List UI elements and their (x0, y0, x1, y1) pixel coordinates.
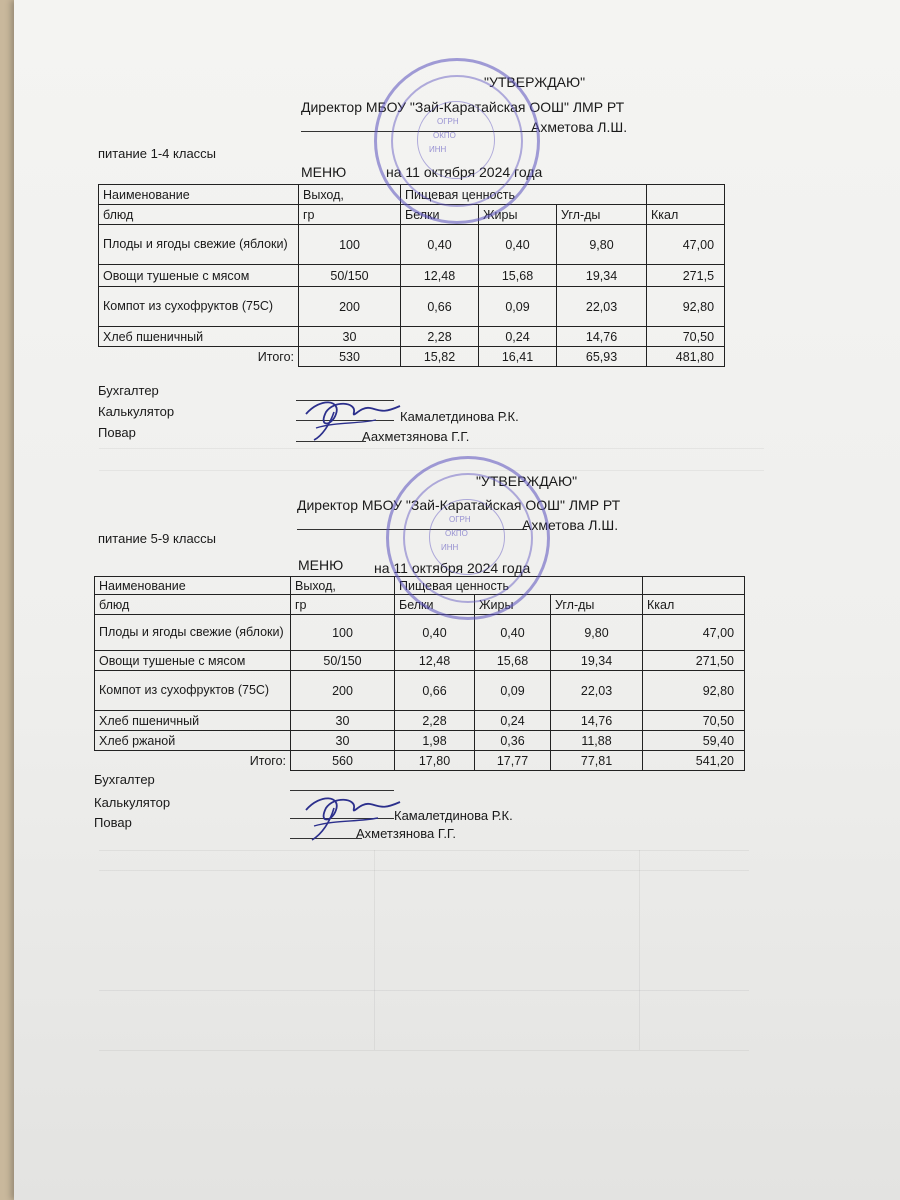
header-kcal: Ккал (647, 205, 725, 225)
dish-fats: 15,68 (475, 651, 551, 671)
cook-label: Повар (94, 815, 132, 830)
dish-carbs: 14,76 (557, 327, 647, 347)
dish-carbs: 14,76 (551, 711, 643, 731)
header-grams: гр (299, 205, 401, 225)
calculator-label: Калькулятор (94, 795, 171, 810)
dish-fats: 0,40 (479, 225, 557, 265)
dish-proteins: 12,48 (395, 651, 475, 671)
paper-sheet (14, 0, 900, 1200)
round-seal-stamp: ОГРН ОКПО ИНН (386, 456, 550, 620)
dish-name: Овощи тушеные с мясом (95, 651, 291, 671)
header-empty (647, 185, 725, 205)
total-label: Итого: (95, 751, 291, 771)
total-output: 530 (299, 347, 401, 367)
dish-kcal: 47,00 (643, 615, 745, 651)
table-row (95, 711, 745, 731)
ghost-line (99, 870, 749, 871)
cook-label: Повар (98, 425, 136, 440)
header-proteins: Белки (395, 595, 475, 615)
header-carbs: Угл-ды (557, 205, 647, 225)
dish-output: 30 (299, 327, 401, 347)
table-row (95, 651, 745, 671)
table-row (95, 615, 745, 651)
dish-output: 50/150 (299, 265, 401, 287)
handwritten-signature (296, 788, 406, 844)
ghost-line (99, 990, 749, 991)
header-output: Выход, (291, 577, 395, 595)
table-row (99, 327, 725, 347)
ghost-line (639, 850, 640, 1050)
approve-title: "УТВЕРЖДАЮ" (476, 473, 578, 489)
dish-kcal: 59,40 (643, 731, 745, 751)
total-fats: 17,77 (475, 751, 551, 771)
dish-output: 100 (299, 225, 401, 265)
header-grams: гр (291, 595, 395, 615)
total-output: 560 (291, 751, 395, 771)
header-dishes: блюд (99, 205, 299, 225)
calculator-name: Камалетдинова Р.К. (394, 808, 513, 823)
cook-name: Аахметзянова Г.Г. (362, 429, 470, 444)
dish-name: Плоды и ягоды свежие (яблоки) (95, 615, 291, 651)
menu-label: МЕНЮ (298, 557, 344, 573)
dish-kcal: 47,00 (647, 225, 725, 265)
dish-output: 30 (291, 711, 395, 731)
header-empty (643, 577, 745, 595)
menu-label: МЕНЮ (301, 164, 347, 180)
total-fats: 16,41 (479, 347, 557, 367)
total-carbs: 77,81 (551, 751, 643, 771)
table-row (99, 225, 725, 265)
dish-carbs: 19,34 (551, 651, 643, 671)
dish-kcal: 271,5 (647, 265, 725, 287)
dish-kcal: 271,50 (643, 651, 745, 671)
header-kcal: Ккал (643, 595, 745, 615)
header-proteins: Белки (401, 205, 479, 225)
ghost-line (99, 850, 749, 851)
menu-table-2 (94, 576, 745, 771)
total-carbs: 65,93 (557, 347, 647, 367)
class-group: питание 5-9 классы (98, 531, 217, 546)
dish-name: Овощи тушеные с мясом (99, 265, 299, 287)
table-row (95, 671, 745, 711)
table-row (99, 265, 725, 287)
header-nutrition: Пищевая ценность (395, 577, 551, 595)
dish-proteins: 2,28 (395, 711, 475, 731)
header-nutrition: Пищевая ценность (401, 185, 557, 205)
calculator-label: Калькулятор (98, 404, 175, 419)
header-name: Наименование (95, 577, 291, 595)
dish-output: 100 (291, 615, 395, 651)
dish-carbs: 22,03 (557, 287, 647, 327)
menu-date: на 11 октября 2024 года (386, 164, 543, 180)
dish-fats: 0,24 (475, 711, 551, 731)
dish-name: Компот из сухофруктов (75С) (95, 671, 291, 711)
dish-name: Плоды и ягоды свежие (яблоки) (99, 225, 299, 265)
table-row (95, 731, 745, 751)
approve-title: "УТВЕРЖДАЮ" (484, 74, 586, 90)
dish-fats: 0,09 (479, 287, 557, 327)
handwritten-signature (296, 392, 406, 442)
menu-table-1 (98, 184, 725, 367)
dish-name: Компот из сухофруктов (75С) (99, 287, 299, 327)
dish-fats: 15,68 (479, 265, 557, 287)
header-dishes: блюд (95, 595, 291, 615)
director-line: Директор МБОУ "Зай-Каратайская ООШ" ЛМР РТ (301, 99, 625, 115)
director-line: Директор МБОУ "Зай-Каратайская ООШ" ЛМР РТ (297, 497, 621, 513)
menu-date: на 11 октября 2024 года (374, 560, 531, 576)
dish-fats: 0,24 (479, 327, 557, 347)
cook-name: Ахметзянова Г.Г. (356, 826, 457, 841)
total-proteins: 15,82 (401, 347, 479, 367)
dish-fats: 0,09 (475, 671, 551, 711)
dish-output: 200 (299, 287, 401, 327)
dish-carbs: 22,03 (551, 671, 643, 711)
table-row (99, 287, 725, 327)
table-total-row (95, 751, 745, 771)
ghost-line (99, 448, 764, 449)
accountant-label: Бухгалтер (98, 383, 159, 398)
ghost-line (374, 850, 375, 1050)
dish-name: Хлеб пшеничный (95, 711, 291, 731)
header-output: Выход, (299, 185, 401, 205)
dish-name: Хлеб ржаной (95, 731, 291, 751)
header-name: Наименование (99, 185, 299, 205)
dish-output: 30 (291, 731, 395, 751)
dish-output: 50/150 (291, 651, 395, 671)
dish-proteins: 0,66 (401, 287, 479, 327)
calculator-name: Камалетдинова Р.К. (400, 409, 519, 424)
dish-carbs: 19,34 (557, 265, 647, 287)
dish-fats: 0,40 (475, 615, 551, 651)
header-empty (557, 185, 647, 205)
dish-fats: 0,36 (475, 731, 551, 751)
dish-carbs: 9,80 (557, 225, 647, 265)
approver-name: Ахметова Л.Ш. (522, 517, 619, 533)
header-fats: Жиры (475, 595, 551, 615)
header-empty (551, 577, 643, 595)
total-kcal: 481,80 (647, 347, 725, 367)
dish-name: Хлеб пшеничный (99, 327, 299, 347)
dish-kcal: 92,80 (643, 671, 745, 711)
dish-proteins: 0,40 (401, 225, 479, 265)
table-total-row (99, 347, 725, 367)
round-seal-stamp: ОГРН ОКПО ИНН (374, 58, 540, 224)
dish-kcal: 70,50 (643, 711, 745, 731)
dish-proteins: 12,48 (401, 265, 479, 287)
total-proteins: 17,80 (395, 751, 475, 771)
approver-name: Ахметова Л.Ш. (531, 119, 628, 135)
dish-kcal: 92,80 (647, 287, 725, 327)
ghost-line (99, 1050, 749, 1051)
dish-proteins: 0,66 (395, 671, 475, 711)
dish-proteins: 2,28 (401, 327, 479, 347)
header-carbs: Угл-ды (551, 595, 643, 615)
accountant-label: Бухгалтер (94, 772, 155, 787)
dish-proteins: 1,98 (395, 731, 475, 751)
total-label: Итого: (99, 347, 299, 367)
dish-carbs: 11,88 (551, 731, 643, 751)
class-group: питание 1-4 классы (98, 146, 217, 161)
header-fats: Жиры (479, 205, 557, 225)
dish-kcal: 70,50 (647, 327, 725, 347)
dish-output: 200 (291, 671, 395, 711)
dish-proteins: 0,40 (395, 615, 475, 651)
dish-carbs: 9,80 (551, 615, 643, 651)
total-kcal: 541,20 (643, 751, 745, 771)
